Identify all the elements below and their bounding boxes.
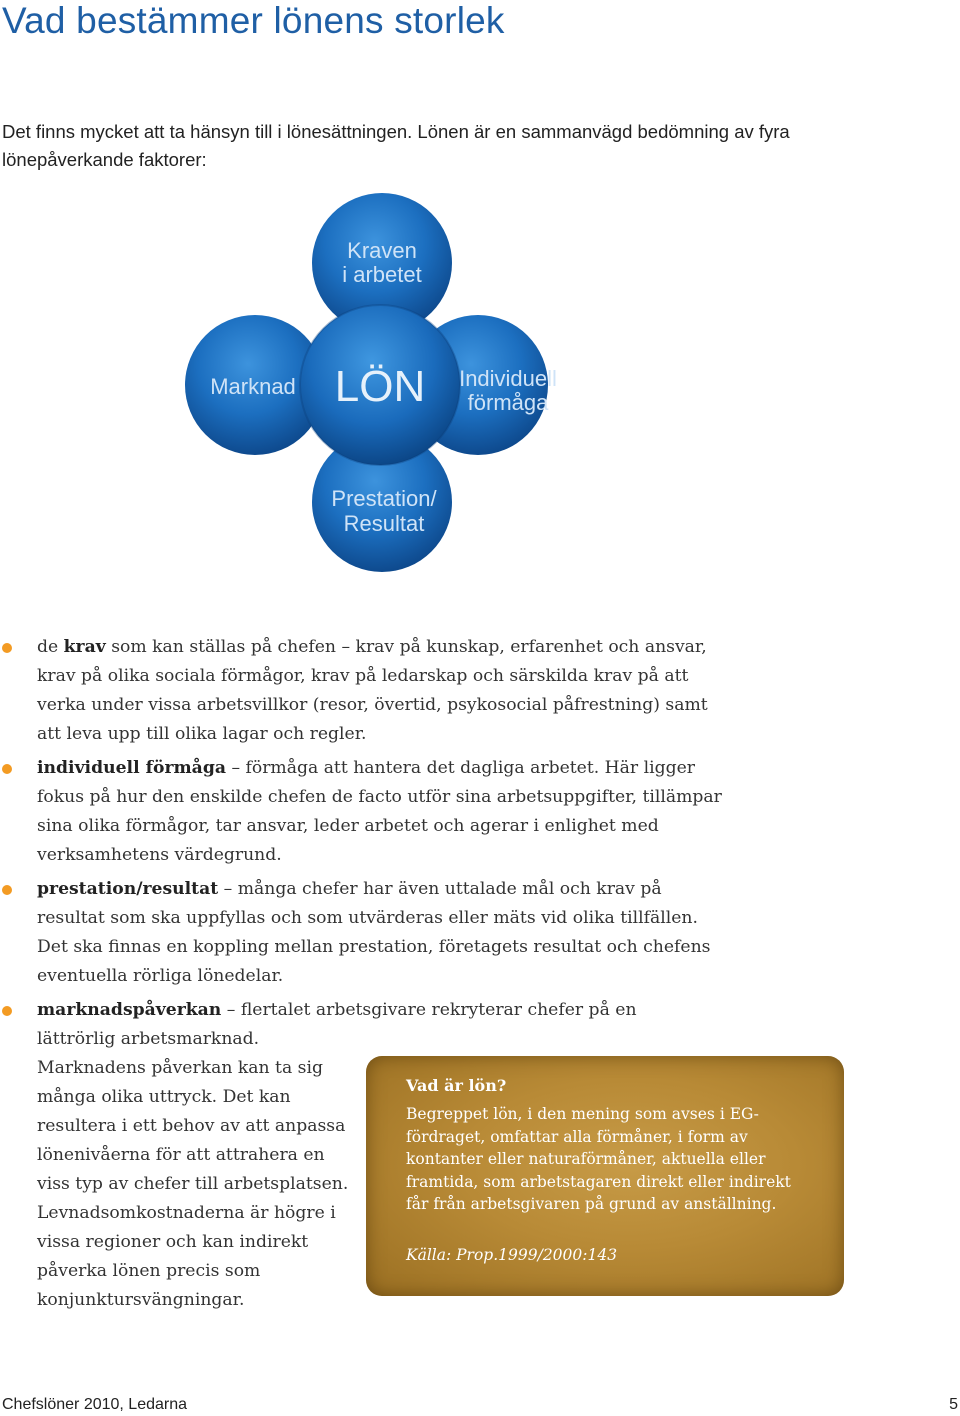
page-number: 5: [949, 1396, 958, 1413]
label-top-1: Kraven: [347, 238, 417, 263]
bullet-dot: [2, 1006, 12, 1016]
label-bottom-1: Prestation/: [331, 486, 437, 511]
page-title: Vad bestämmer lönens storlek: [2, 0, 505, 41]
term-individuell-formaga: individuell förmåga: [37, 758, 226, 778]
list-item: individuell förmåga – förmåga att hantera det dagliga arbetet. Här ligger fokus på hur den enskilde chefen de facto utför sina arbetsuppgifter, tillämpar sina olika förmågor, tar ansvar, leder arbetet och agerar i enlighet med verksamhetens värdegrund.: [0, 754, 730, 870]
info-box-title: Vad är lön?: [406, 1076, 507, 1095]
label-right-1: Individuell: [459, 366, 557, 391]
label-center: LÖN: [334, 362, 426, 411]
label-top-2: i arbetet: [342, 262, 422, 287]
term-prestation-resultat: prestation/resultat: [37, 879, 219, 899]
list-item: marknadspåverkan – flertalet arbetsgivare rekryterar chefer på en lättrörlig arbetsmarknad. Marknadens påverkan kan ta sig många olika uttryck. Det kan resultera i ett behov av att anpassa lönenivåerna för att attrahera en viss typ av chefer till arbetsplatsen. Levnadsomkostnaderna är högre i vissa regioner och kan indirekt påverka lönen precis som konjunktursvängningar.: [0, 996, 730, 1315]
label-right-2: förmåga: [467, 390, 549, 415]
salary-factors-diagram: [170, 190, 590, 590]
term-marknadspaverkan: marknadspåverkan: [37, 1000, 222, 1020]
bullet-dot: [2, 643, 12, 653]
bullet-dot: [2, 764, 12, 774]
term-krav: krav: [63, 637, 106, 657]
bullet-dot: [2, 885, 12, 895]
info-box-text: Begreppet lön, i den mening som avses i EG-fördraget, omfattar alla förmåner, i form av kontanter eller naturaförmåner, aktuella eller framtida, som arbetstagaren direkt eller indirekt får från arbetsgivaren på grund av anställning.: [406, 1105, 791, 1213]
info-box: [366, 1056, 844, 1296]
footer-publication: Chefslöner 2010, Ledarna: [2, 1396, 188, 1413]
label-left: Marknad: [210, 374, 296, 399]
info-box-source: Källa: Prop.1999/2000:143: [406, 1246, 618, 1264]
intro-paragraph: Det finns mycket att ta hänsyn till i lönesättningen. Lönen är en sammanvägd bedömning av fyra lönepåverkande faktorer:: [2, 121, 790, 170]
list-item: prestation/resultat – många chefer har även uttalade mål och krav på resultat som ska uppfyllas och som utvärderas eller mäts vid olika tillfällen. Det ska finnas en koppling mellan prestation, företagets resultat och chefens eventuella rörliga lönedelar.: [0, 875, 730, 991]
list-item: de krav som kan ställas på chefen – krav på kunskap, erfarenhet och ansvar, krav på olika sociala förmågor, krav på ledarskap och särskilda krav på att verka under vissa arbetsvillkor (resor, övertid, psykosocial påfrestning) samt att leva upp till olika lagar och regler.: [0, 633, 730, 749]
label-bottom-2: Resultat: [343, 511, 425, 536]
